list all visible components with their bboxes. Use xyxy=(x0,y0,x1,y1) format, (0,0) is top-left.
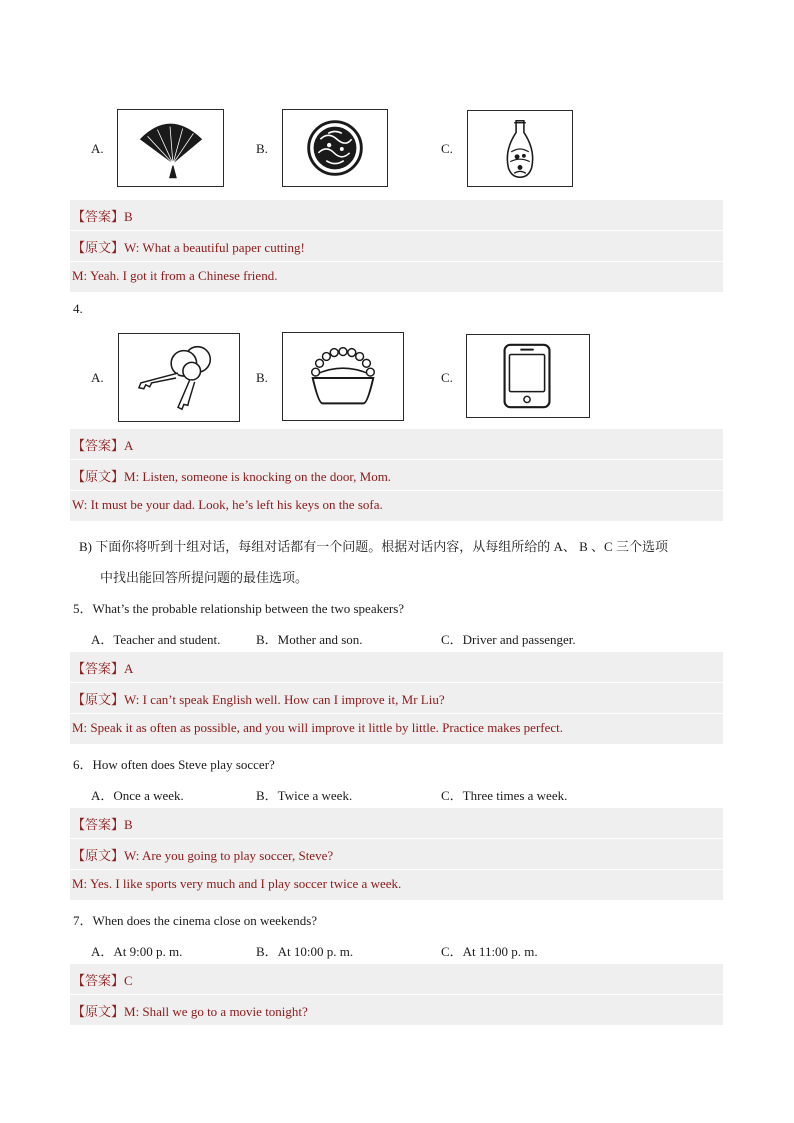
q7-option-b: B．At 10:00 p. m. xyxy=(256,944,354,959)
q6-question: 6．How often does Steve play soccer? xyxy=(73,757,275,772)
answer-tag: 【答案】 xyxy=(72,817,125,832)
q5-option-b: B．Mother and son. xyxy=(256,632,363,647)
q6-option-c: C．Three times a week. xyxy=(441,788,568,803)
answer-value: B xyxy=(124,209,133,224)
vase-image xyxy=(467,110,573,187)
script-text: M: Yes. I like sports very much and I play soccer twice a week. xyxy=(72,876,402,891)
q3-option-c-label: C. xyxy=(441,141,453,156)
section-b-instructions-line2: 中找出能回答所提问题的最佳选项。 xyxy=(100,570,309,585)
q7-answer-row xyxy=(70,964,723,994)
q5-answer-row xyxy=(70,652,723,682)
q6-option-a: A．Once a week. xyxy=(91,788,184,803)
answer-tag: 【答案】 xyxy=(72,209,125,224)
q4-option-a-label: A. xyxy=(91,370,104,385)
script-text: M: Listen, someone is knocking on the door, Mom. xyxy=(124,469,392,484)
handbag-icon xyxy=(283,333,403,420)
paper-fan-icon xyxy=(118,110,223,186)
q6-answer-row xyxy=(70,808,723,838)
q7-question: 7．When does the cinema close on weekends? xyxy=(73,913,318,928)
q5-script-line2 xyxy=(70,714,723,744)
keys-image xyxy=(118,333,240,422)
answer-tag: 【答案】 xyxy=(72,661,125,676)
handbag-image xyxy=(282,332,404,421)
q5-question: 5．What’s the probable relationship between the two speakers? xyxy=(73,601,405,616)
answer-value: A xyxy=(124,438,134,453)
q3-option-b-label: B. xyxy=(256,141,268,156)
answer-value: C xyxy=(124,973,133,988)
script-text: W: I can’t speak English well. How can I improve it, Mr Liu? xyxy=(124,692,445,707)
script-text: W: It must be your dad. Look, he’s left his keys on the sofa. xyxy=(72,497,383,512)
script-tag: 【原文】 xyxy=(72,1004,125,1019)
answer-tag: 【答案】 xyxy=(72,973,125,988)
q4-script-line2 xyxy=(70,491,723,521)
script-tag: 【原文】 xyxy=(72,848,125,863)
keys-icon xyxy=(119,334,239,421)
mobile-phone-icon xyxy=(467,335,589,417)
q5-script-line1 xyxy=(70,683,723,713)
answer-value: B xyxy=(124,817,133,832)
script-text: W: Are you going to play soccer, Steve? xyxy=(124,848,334,863)
answer-value: A xyxy=(124,661,134,676)
q3-script-line2 xyxy=(70,262,723,292)
script-tag: 【原文】 xyxy=(72,692,125,707)
script-tag: 【原文】 xyxy=(72,469,125,484)
vase-icon xyxy=(468,111,572,186)
q6-option-b: B．Twice a week. xyxy=(256,788,353,803)
q4-answer-row xyxy=(70,429,723,459)
mobile-phone-image xyxy=(466,334,590,418)
script-text: M: Shall we go to a movie tonight? xyxy=(124,1004,308,1019)
q6-script-line1 xyxy=(70,839,723,869)
script-text: W: What a beautiful paper cutting! xyxy=(124,240,305,255)
answer-tag: 【答案】 xyxy=(72,438,125,453)
q4-script-line1 xyxy=(70,460,723,490)
paper-cutting-icon xyxy=(283,110,387,186)
paper-cutting-image xyxy=(282,109,388,187)
q7-option-a: A．At 9:00 p. m. xyxy=(91,944,183,959)
q7-option-c: C．At 11:00 p. m. xyxy=(441,944,538,959)
q3-option-a-label: A. xyxy=(91,141,104,156)
q7-script-line1 xyxy=(70,995,723,1025)
q4-option-c-label: C. xyxy=(441,370,453,385)
script-tag: 【原文】 xyxy=(72,240,125,255)
q4-number: 4. xyxy=(73,301,83,316)
q3-script-line1 xyxy=(70,231,723,261)
q6-script-line2 xyxy=(70,870,723,900)
paper-fan-image xyxy=(117,109,224,187)
script-text: M: Speak it as often as possible, and you will improve it little by little. Practice makes perfect. xyxy=(72,720,563,735)
q5-option-c: C．Driver and passenger. xyxy=(441,632,576,647)
q5-option-a: A．Teacher and student. xyxy=(91,632,221,647)
q4-option-b-label: B. xyxy=(256,370,268,385)
script-text: M: Yeah. I got it from a Chinese friend. xyxy=(72,268,278,283)
q3-answer-row xyxy=(70,200,723,230)
section-b-instructions-line1: B) 下面你将听到十组对话，每组对话都有一个问题。根据对话内容，从每组所给的 A、 B 、C 三个选项 xyxy=(79,539,668,554)
